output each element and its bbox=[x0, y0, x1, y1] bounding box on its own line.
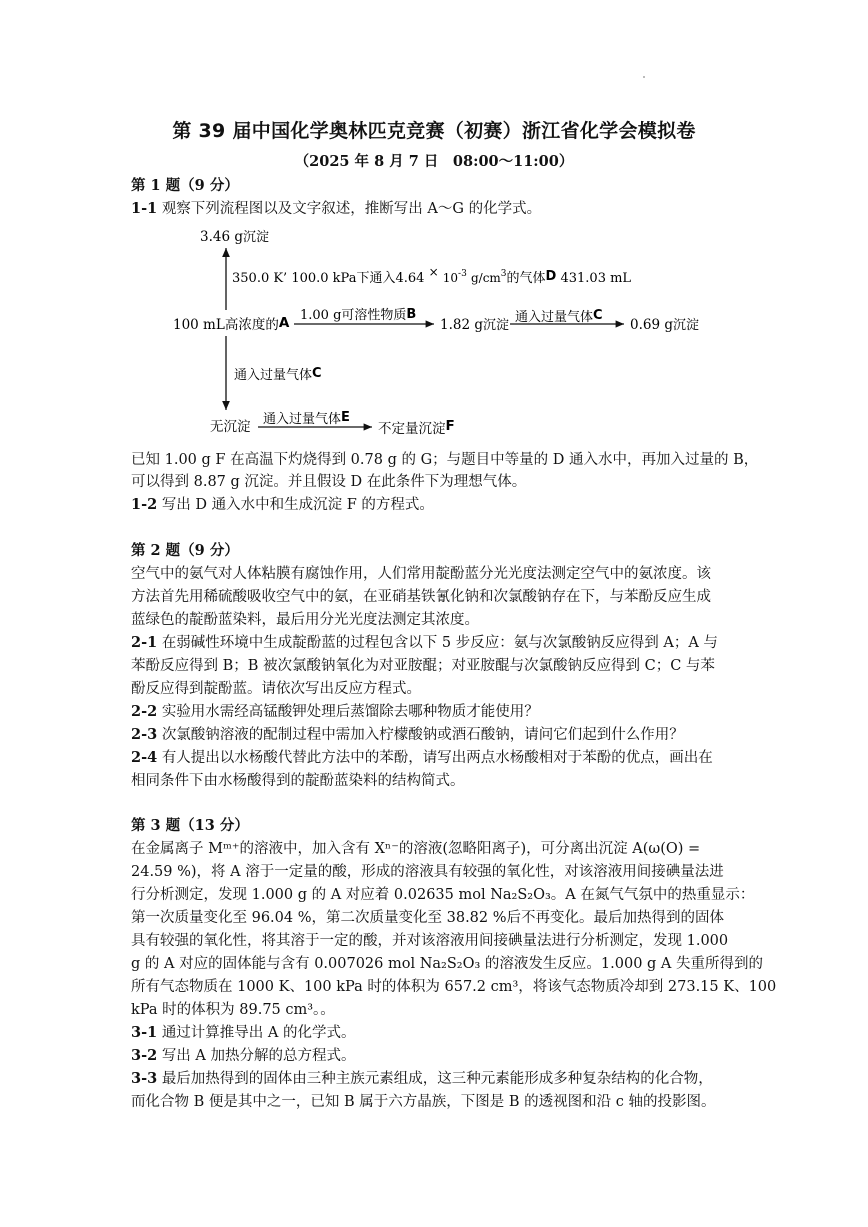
flow-arrow3-label: 通入过量气体E bbox=[263, 410, 350, 427]
q2-1-text: 在弱碱性环境中生成靛酚蓝的过程包含以下 5 步反应：氨与次氯酸钠反应得到 A；A 与 bbox=[161, 635, 718, 651]
q3-2-text: 写出 A 加热分解的总方程式。 bbox=[161, 1048, 356, 1064]
q1-2-number: 1-2 bbox=[131, 496, 158, 513]
flow-arrow1-label: 1.00 g可溶性物质B bbox=[300, 307, 417, 323]
scan-speck bbox=[643, 76, 645, 78]
q2-3-number: 2-3 bbox=[131, 726, 158, 743]
q2-2-text: 实验用水需经高锰酸钾处理后蒸馏除去哪种物质才能使用？ bbox=[161, 704, 539, 720]
q1-2 bbox=[131, 495, 434, 515]
q1-para-line-1: 已知 1.00 g F 在高温下灼烧得到 0.78 g 的 G；与题目中等量的 D 通入水中，再加入过量的 B， bbox=[131, 452, 759, 468]
flow-bottom-left: 无沉淀 bbox=[210, 419, 251, 435]
q1-1-number: 1-1 bbox=[131, 200, 158, 217]
q2-3 bbox=[131, 725, 684, 745]
q2-intro-line-1: 空气中的氨气对人体粘膜有腐蚀作用，人们常用靛酚蓝分光光度法测定空气中的氨浓度。该 bbox=[131, 566, 711, 582]
q2-1-line-1 bbox=[131, 633, 718, 653]
flow-down-label: 通入过量气体C bbox=[234, 366, 322, 383]
q3-1-text: 通过计算推导出 A 的化学式。 bbox=[161, 1025, 356, 1041]
flow-arrow2-label: 通入过量气体C bbox=[515, 308, 603, 325]
q2-4-number: 2-4 bbox=[131, 749, 158, 766]
flow-start: 100 mL高浓度的A bbox=[173, 315, 290, 333]
q1-2-text: 写出 D 通入水中和生成沉淀 F 的方程式。 bbox=[161, 497, 434, 513]
q2-4-line-2: 相同条件下由水杨酸得到的靛酚蓝染料的结构简式。 bbox=[131, 773, 465, 789]
q2-intro-line-2: 方法首先用稀硫酸吸收空气中的氨，在亚硝基铁氰化钠和次氯酸钠存在下，与苯酚反应生成 bbox=[131, 589, 711, 605]
q2-1-number: 2-1 bbox=[131, 634, 158, 651]
q2-intro-line-3: 蓝绿色的靛酚蓝染料，最后用分光光度法测定其浓度。 bbox=[131, 612, 479, 628]
q3-heading: 第 3 题（13 分） bbox=[131, 817, 249, 834]
q2-2-number: 2-2 bbox=[131, 703, 158, 720]
q3-3-number: 3-3 bbox=[131, 1070, 158, 1087]
q2-4-text: 有人提出以水杨酸代替此方法中的苯酚，请写出两点水杨酸相对于苯酚的优点，画出在 bbox=[161, 750, 713, 766]
flow-end-product: 0.69 g沉淀 bbox=[630, 317, 700, 333]
q3-line-6: g 的 A 对应的固体能与含有 0.007026 mol Na₂S₂O₃ 的溶液发生反应。1.000 g A 失重所得到的 bbox=[131, 956, 764, 972]
q3-2 bbox=[131, 1046, 356, 1066]
flow-top-product: 3.46 g沉淀 bbox=[200, 229, 270, 245]
flow-bottom-right: 不定量沉淀F bbox=[378, 418, 455, 437]
q2-heading: 第 2 题（9 分） bbox=[131, 542, 239, 559]
q3-3-line-1 bbox=[131, 1069, 713, 1089]
q3-line-1: 在金属离子 Mᵐ⁺的溶液中，加入含有 Xⁿ⁻的溶液(忽略阳离子)，可分离出沉淀 A(ω(O) = bbox=[131, 841, 701, 857]
q3-line-4: 第一次质量变化至 96.04 %，第二次质量变化至 38.82 %后不再变化。最后加热得到的固体 bbox=[131, 910, 725, 926]
q3-2-number: 3-2 bbox=[131, 1047, 158, 1064]
exam-title: 第 39 届中国化学奥林匹克竞赛（初赛）浙江省化学会模拟卷 bbox=[172, 120, 696, 142]
q3-line-5: 具有较强的氧化性，将其溶于一定的酸，并对该溶液用间接碘量法进行分析测定，发现 1.000 bbox=[131, 933, 729, 949]
q2-3-text: 次氯酸钠溶液的配制过程中需加入柠檬酸钠或酒石酸钠，请问它们起到什么作用？ bbox=[161, 727, 684, 743]
q3-line-7: 所有气态物质在 1000 K、100 kPa 时的体积为 657.2 cm³，将该气态物质冷却到 273.15 K、100 bbox=[131, 979, 777, 995]
q1-heading: 第 1 题（9 分） bbox=[131, 177, 239, 194]
q3-line-3: 行分析测定，发现 1.000 g 的 A 对应着 0.02635 mol Na₂S₂O₃。A 在氮气气氛中的热重显示： bbox=[131, 887, 755, 903]
q3-3-line-2: 而化合物 B 便是其中之一，已知 B 属于六方晶族，下图是 B 的透视图和沿 c 轴的投影图。 bbox=[131, 1094, 716, 1110]
q3-line-8: kPa 时的体积为 89.75 cm³。。 bbox=[131, 1002, 335, 1018]
q2-2 bbox=[131, 702, 539, 722]
q2-1-line-2: 苯酚反应得到 B；B 被次氯酸钠氧化为对亚胺醌；对亚胺醌与次氯酸钠反应得到 C；C 与苯 bbox=[131, 658, 715, 674]
flow-up-condition: 350.0 K’ 100.0 kPa下通入4.64 × $10^{-3}$ $g/cm^3$的气体D 431.03 mL bbox=[232, 265, 632, 286]
exam-date-time: （2025 年 8 月 7 日 08:00～11:00） bbox=[294, 153, 574, 170]
q3-3-text: 最后加热得到的固体由三种主族元素组成，这三种元素能形成多种复杂结构的化合物， bbox=[161, 1071, 713, 1087]
q3-1-number: 3-1 bbox=[131, 1024, 158, 1041]
q2-4-line-1 bbox=[131, 748, 713, 768]
flow-mid-product: 1.82 g沉淀 bbox=[440, 317, 510, 333]
q2-1-line-3: 酚反应得到靛酚蓝。请依次写出反应方程式。 bbox=[131, 681, 421, 697]
q3-line-2: 24.59 %)，将 A 溶于一定量的酸，形成的溶液具有较强的氧化性，对该溶液用间接碘量法进 bbox=[131, 864, 724, 880]
q1-1 bbox=[131, 199, 541, 219]
flow-chart bbox=[0, 222, 868, 452]
q1-1-text: 观察下列流程图以及文字叙述，推断写出 A～G 的化学式。 bbox=[161, 201, 542, 217]
q3-1 bbox=[131, 1023, 356, 1043]
q1-para-line-2: 可以得到 8.87 g 沉淀。并且假设 D 在此条件下为理想气体。 bbox=[131, 474, 527, 490]
